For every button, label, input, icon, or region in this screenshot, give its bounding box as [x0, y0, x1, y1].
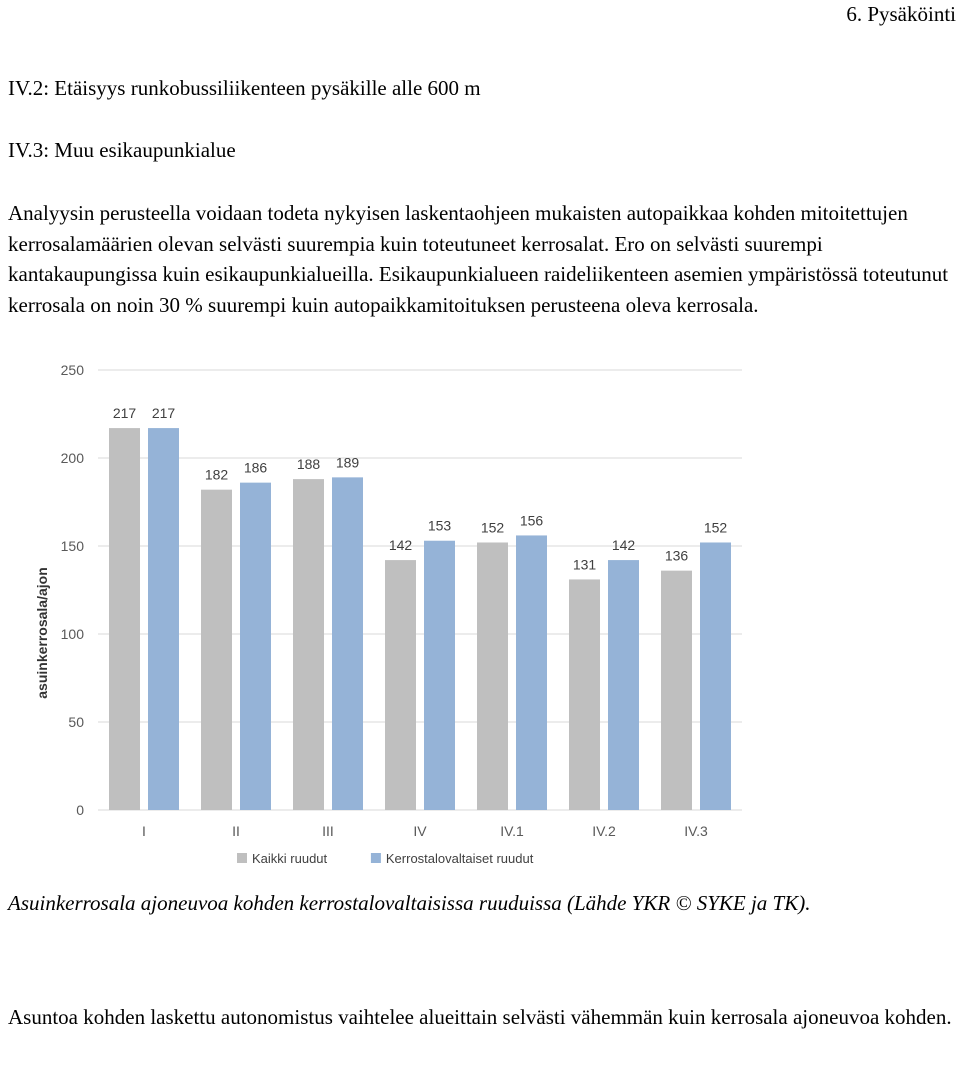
bar: [608, 560, 639, 810]
data-label: 131: [572, 556, 597, 573]
y-tick-label: 100: [60, 626, 84, 642]
bar: [240, 483, 271, 810]
y-tick-label: 50: [68, 714, 84, 730]
y-tick-label: 0: [76, 802, 84, 818]
x-axis-ticks: [142, 823, 708, 839]
data-label: 142: [388, 537, 413, 554]
analysis-paragraph: Analyysin perusteella voidaan todeta nykyisen laskentaohjeen mukaisten autopaikkaa kohden mitoitettujen kerrosalamäärien olevan selvästi suurempia kuin toteutuneet kerrosalat. Ero on selvästi suurempi kantakaupungissa kuin esikaupunkialueilla. Esikaupunkialueen raideliikenteen asemien ympäristössä toteutunut kerrosala on noin 30 % suurempi kuin autopaikkamitoituksen perusteena oleva kerrosala.: [8, 201, 949, 317]
bar: [700, 542, 731, 810]
data-label: 189: [335, 454, 360, 471]
floor-area-bar-chart: [30, 358, 750, 878]
bar: [109, 428, 140, 810]
bar: [201, 490, 232, 810]
x-tick-label: IV.2: [592, 823, 616, 839]
bar: [293, 479, 324, 810]
legend-label: Kaikki ruudut: [252, 851, 328, 866]
y-axis-label: asuinkerrosala/ajon: [34, 567, 50, 699]
chart-caption: Asuinkerrosala ajoneuvoa kohden kerrostalovaltaisissa ruuduissa (Lähde YKR © SYKE ja TK).: [8, 891, 811, 915]
chart-gridlines: [98, 370, 742, 810]
y-tick-label: 200: [60, 450, 84, 466]
data-label: 182: [204, 466, 229, 483]
legend-label: Kerrostalovaltaiset ruudut: [385, 851, 534, 866]
legend-swatch: [237, 853, 247, 863]
heading-iv2: IV.2: Etäisyys runkobussiliikenteen pysäkille alle 600 m: [8, 76, 481, 100]
bar: [661, 571, 692, 810]
bar: [516, 535, 547, 810]
bar: [477, 542, 508, 810]
bar: [148, 428, 179, 810]
bar: [569, 579, 600, 810]
x-tick-label: III: [322, 823, 334, 839]
chart-bars: [109, 428, 731, 810]
ownership-paragraph: Asuntoa kohden laskettu autonomistus vaihtelee alueittain selvästi vähemmän kuin kerrosala ajoneuvoa kohden.: [8, 1005, 952, 1029]
data-label: 186: [243, 459, 268, 476]
x-tick-label: I: [142, 823, 146, 839]
data-label: 188: [296, 456, 321, 473]
x-tick-label: IV.3: [684, 823, 708, 839]
legend-swatch: [371, 853, 381, 863]
bar: [332, 477, 363, 810]
heading-iv3: IV.3: Muu esikaupunkialue: [8, 138, 236, 162]
x-tick-label: IV.1: [500, 823, 524, 839]
section-header: 6. Pysäköinti: [846, 2, 956, 26]
x-tick-label: II: [232, 823, 240, 839]
data-label: 152: [703, 519, 728, 536]
data-label: 142: [611, 537, 636, 554]
data-label: 217: [151, 405, 176, 422]
bar: [424, 541, 455, 810]
data-label: 153: [427, 517, 452, 534]
chart-legend: [237, 851, 534, 866]
data-label: 136: [664, 547, 689, 564]
data-label: 152: [480, 519, 505, 536]
bar: [385, 560, 416, 810]
data-label: 156: [519, 512, 544, 529]
y-axis-ticks: [61, 362, 85, 818]
x-tick-label: IV: [413, 823, 427, 839]
y-tick-label: 250: [60, 362, 84, 378]
data-label: 217: [112, 405, 137, 422]
y-tick-label: 150: [60, 538, 84, 554]
